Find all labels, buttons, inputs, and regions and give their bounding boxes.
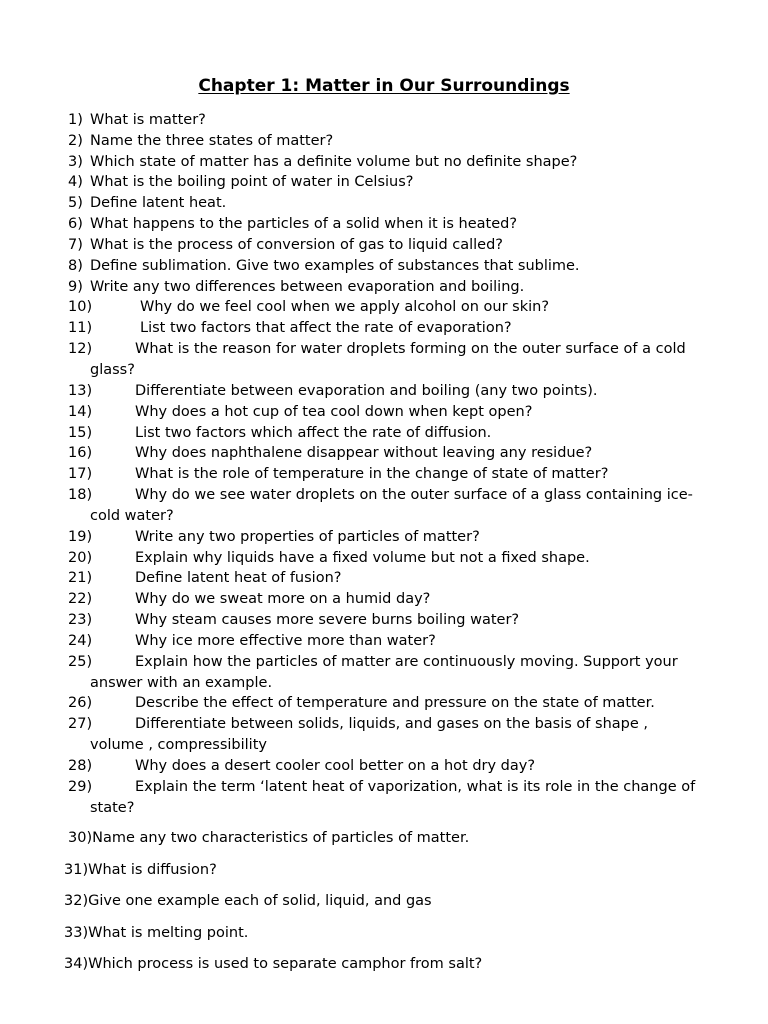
question-number: 5) [68,195,83,211]
question-text: What is the boiling point of water in Celsius? [90,174,414,190]
question-number: 26) [68,695,93,711]
question-item [68,652,678,694]
question-item [68,589,430,610]
question-text: What happens to the particles of a solid when it is heated? [90,216,518,232]
question-number: 13) [68,383,93,399]
question-number: 28) [68,758,93,774]
question-number: 31) [64,862,89,878]
question-item [68,631,436,652]
question-number: 2) [68,133,83,149]
question-item [68,548,590,569]
question-item [68,277,524,298]
question-number: 11) [68,320,93,336]
question-item [68,297,549,318]
question-item [68,172,414,193]
question-text: Differentiate between evaporation and boiling (any two points). [135,383,598,399]
question-number: 30) [68,830,93,846]
question-text: List two factors which affect the rate of diffusion. [135,425,492,441]
question-text: Which state of matter has a definite volume but no definite shape? [90,154,578,170]
question-item [68,193,226,214]
question-text: Why ice more effective more than water? [135,633,436,649]
question-number: 6) [68,216,83,232]
question-text: Why do we see water droplets on the outer surface of a glass containing ice- [135,487,693,503]
question-item [68,464,608,485]
question-item [64,860,217,881]
question-text: What is the process of conversion of gas to liquid called? [90,237,504,253]
question-item [68,568,341,589]
question-text: Write any two properties of particles of matter? [135,529,480,545]
question-number: 22) [68,591,93,607]
question-number: 17) [68,466,93,482]
question-item [64,954,482,975]
question-number: 33) [64,925,89,941]
question-item [68,339,686,381]
question-item [68,152,577,173]
question-text: List two factors that affect the rate of evaporation? [140,320,512,336]
question-number: 3) [68,154,83,170]
question-text: Explain the term ‘latent heat of vaporization, what is its role in the change of [135,779,696,795]
question-item [64,923,248,944]
question-item [68,423,491,444]
question-number: 32) [64,893,89,909]
question-item [68,756,535,777]
question-continuation: answer with an example. [90,674,273,691]
question-item [68,110,206,131]
question-number: 27) [68,716,93,732]
question-number: 14) [68,404,93,420]
question-item [68,131,333,152]
question-number: 12) [68,341,93,357]
question-number: 23) [68,612,93,628]
question-item [68,214,517,235]
question-number: 4) [68,174,83,190]
question-number: 16) [68,445,93,461]
question-number: 19) [68,529,93,545]
question-number: 25) [68,654,93,670]
question-item [68,693,655,714]
question-text: Differentiate between solids, liquids, and gases on the basis of shape , [135,716,648,732]
question-text: Explain why liquids have a fixed volume but not a fixed shape. [135,550,590,566]
question-text: Define sublimation. Give two examples of substances that sublime. [90,258,580,274]
question-number: 34) [64,956,89,972]
question-item [68,777,695,819]
question-text: What is melting point. [88,925,249,941]
question-text: Name any two characteristics of particles of matter. [92,830,470,846]
question-item [68,256,580,277]
question-item [68,828,469,849]
question-item [68,402,532,423]
question-text: Why does a hot cup of tea cool down when kept open? [135,404,533,420]
question-number: 15) [68,425,93,441]
question-number: 8) [68,258,83,274]
question-item [68,318,512,339]
question-text: Why does naphthalene disappear without leaving any residue? [135,445,593,461]
question-text: What is diffusion? [88,862,217,878]
question-text: Describe the effect of temperature and pressure on the state of matter. [135,695,655,711]
page-title: Chapter 1: Matter in Our Surroundings [198,76,570,96]
question-item [68,527,480,548]
question-number: 20) [68,550,93,566]
question-text: Define latent heat of fusion? [135,570,342,586]
question-text: Why do we feel cool when we apply alcohol on our skin? [140,299,550,315]
question-text: Define latent heat. [90,195,227,211]
question-item [68,381,597,402]
question-number: 29) [68,779,93,795]
question-text: What is the reason for water droplets forming on the outer surface of a cold [135,341,686,357]
question-text: What is the role of temperature in the change of state of matter? [135,466,609,482]
question-continuation: state? [90,799,135,816]
question-text: Why steam causes more severe burns boiling water? [135,612,520,628]
question-continuation: volume , compressibility [90,736,267,753]
question-item [68,443,592,464]
question-number: 21) [68,570,93,586]
question-number: 24) [68,633,93,649]
question-number: 7) [68,237,83,253]
question-number: 10) [68,299,93,315]
question-text: Which process is used to separate camphor from salt? [88,956,483,972]
question-continuation: cold water? [90,507,174,524]
question-continuation: glass? [90,361,135,378]
question-number: 9) [68,279,83,295]
question-text: Write any two differences between evaporation and boiling. [90,279,525,295]
question-item [64,891,432,912]
question-item [68,610,519,631]
question-item [68,714,648,756]
question-item [68,485,693,527]
question-number: 18) [68,487,93,503]
question-text: Give one example each of solid, liquid, and gas [88,893,432,909]
question-text: Explain how the particles of matter are continuously moving. Support your [135,654,678,670]
question-text: Why do we sweat more on a humid day? [135,591,431,607]
question-text: What is matter? [90,112,206,128]
question-number: 1) [68,112,83,128]
question-item [68,235,503,256]
question-text: Name the three states of matter? [90,133,334,149]
question-text: Why does a desert cooler cool better on a hot dry day? [135,758,536,774]
